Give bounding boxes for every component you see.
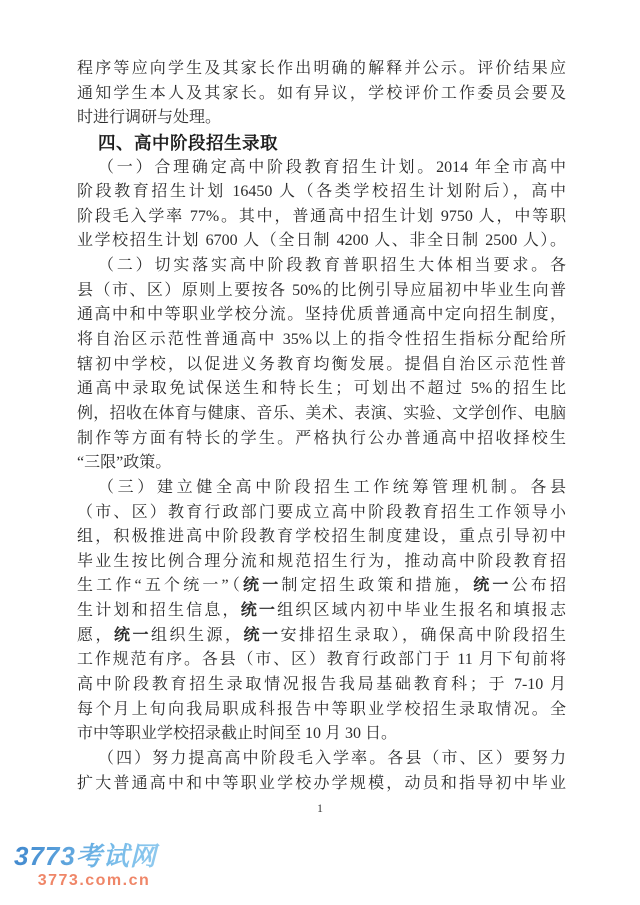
text-line (77, 279, 566, 304)
text-run: 组织生源， (151, 626, 244, 644)
text-line (77, 574, 566, 599)
text-run: 生工作“五个统一”（ (77, 577, 244, 595)
text-run: 通知学生本人及其家长。如有异议，学校评价工作委员会要及 (77, 84, 566, 102)
text-line (77, 57, 566, 82)
text-run: 公布招 (511, 577, 566, 595)
text-run: （三）建立健全高中阶段招生工作统筹管理机制。各县 (98, 478, 566, 496)
text-line (77, 525, 566, 550)
text-run: 将自治区示范性普通高中 35%以上的指令性招生指标分配给所 (77, 331, 566, 349)
text-run: 辖初中学校，以促进义务教育均衡发展。提倡自治区示范性普 (77, 355, 566, 373)
bold-emphasis: 统一 (114, 626, 151, 644)
bold-emphasis: 统一 (243, 626, 281, 644)
text-run: 组织区域内初中毕业生报名和填报志 (277, 602, 566, 620)
text-run: 市中等职业学校招录截止时间至 10 月 30 日。 (77, 725, 398, 743)
text-run: 制定招生政策和措施， (281, 577, 474, 595)
text-run: 生计划和招生信息， (77, 602, 241, 620)
text-run: 高中阶段教育招生录取情况报告我局基础教育科；于 7-10 月 (77, 676, 566, 694)
text-line (77, 476, 566, 501)
text-run: 组，积极推进高中阶段教育学校招生制度建设，重点引导初中 (77, 528, 566, 546)
text-line (77, 599, 566, 624)
text-run: （二）切实落实高中阶段教育普职招生大体相当要求。各 (98, 257, 566, 275)
text-run: 四、高中阶段招生录取 (98, 132, 278, 153)
text-line (77, 180, 566, 205)
text-run: 扩大普通高中和中等职业学校办学规模，动员和指导初中毕业 (77, 774, 566, 792)
page-number: 1 (317, 801, 323, 815)
watermark (14, 841, 184, 890)
text-line (77, 82, 566, 107)
text-run: 阶段教育招生计划 16450 人（各类学校招生计划附后），高中 (77, 183, 566, 201)
watermark-logo-text: 3773考试网 (14, 841, 184, 871)
text-line (77, 501, 566, 526)
text-line (77, 328, 566, 353)
text-run: 业学校招生计划 6700 人（全日制 4200 人、非全日制 2500 人）。 (77, 232, 566, 250)
text-run: （一）合理确定高中阶段教育招生计划。2014 年全市高中 (98, 158, 566, 176)
text-line (77, 427, 566, 452)
text-line (77, 402, 566, 427)
text-line (77, 377, 566, 402)
text-run: 每个月上旬向我局职成科报告中等职业学校招生录取情况。全 (77, 700, 566, 718)
text-line (77, 772, 566, 797)
text-run: 制作等方面有特长的学生。严格执行公办普通高中招收择校生 (77, 429, 566, 447)
text-run: 县（市、区）原则上要按各 50%的比例引导应届初中毕业生向普 (77, 281, 566, 299)
text-run: 工作规范有序。各县（市、区）教育行政部门于 11 月下旬前将 (77, 651, 566, 669)
text-line (77, 550, 566, 575)
text-run: （市、区）教育行政部门要成立高中阶段教育招生工作领导小 (77, 503, 566, 521)
text-line (77, 451, 566, 476)
text-line (77, 673, 566, 698)
text-line (77, 722, 566, 747)
text-line (77, 648, 566, 673)
text-line (77, 624, 566, 649)
text-line (77, 229, 566, 254)
text-line (77, 205, 566, 230)
text-run: 通高中和中等职业学校分流。坚持优质普通高中定向招生制度， (77, 306, 566, 324)
text-run: 通高中录取免试保送生和特长生；可划出不超过 5%的招生比 (77, 380, 566, 398)
text-line (77, 254, 566, 279)
section-heading (77, 131, 566, 156)
text-line (77, 303, 566, 328)
text-run: 毕业生按比例合理分流和规范招生行为，推动高中阶段教育招 (77, 552, 566, 570)
text-run: 阶段毛入学率 77%。其中，普通高中招生计划 9750 人，中等职 (77, 207, 566, 225)
bold-emphasis: 统一 (243, 577, 282, 595)
text-run: （四）努力提高高中阶段毛入学率。各县（市、区）要努力 (98, 749, 566, 767)
watermark-site-url: 3773.com.cn (37, 872, 151, 889)
text-line (77, 747, 566, 772)
document-body (77, 57, 566, 796)
text-line (77, 156, 566, 181)
text-run: “三限”政策。 (77, 454, 172, 472)
text-line (77, 353, 566, 378)
text-line (77, 698, 566, 723)
text-run: 程序等应向学生及其家长作出明确的解释并公示。评价结果应 (77, 60, 566, 77)
bold-emphasis: 统一 (240, 602, 278, 620)
text-line (77, 106, 566, 131)
bold-emphasis: 统一 (473, 577, 512, 595)
text-run: 例，招收在体育与健康、音乐、美术、表演、实验、文学创作、电脑 (77, 404, 566, 422)
text-run: 安排招生录取），确保高中阶段招生 (280, 626, 566, 644)
text-run: 愿， (77, 626, 114, 644)
text-run: 时进行调研与处理。 (77, 109, 222, 127)
